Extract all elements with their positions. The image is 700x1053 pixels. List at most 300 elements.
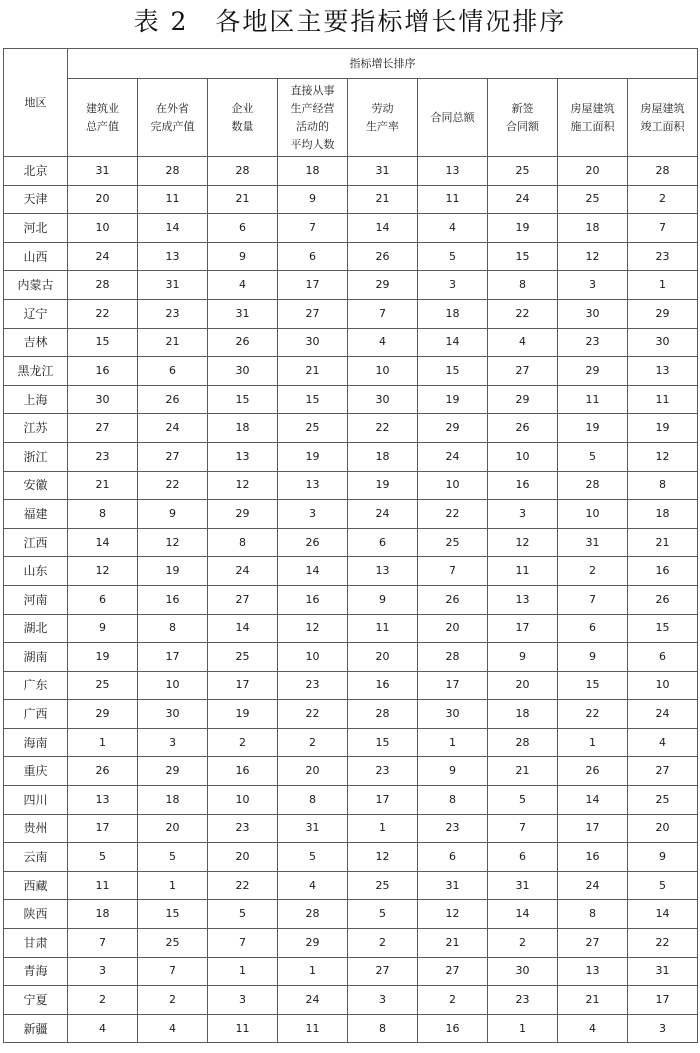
rank-cell: 3 <box>348 986 418 1015</box>
ranking-table <box>3 48 698 1043</box>
region-cell: 新疆 <box>4 1014 68 1043</box>
rank-cell: 25 <box>628 786 698 815</box>
rank-cell: 2 <box>558 557 628 586</box>
rank-cell: 19 <box>488 214 558 243</box>
rank-cell: 13 <box>488 585 558 614</box>
rank-cell: 25 <box>208 643 278 672</box>
table-row <box>4 671 698 700</box>
rank-cell: 20 <box>488 671 558 700</box>
table-row <box>4 614 698 643</box>
rank-cell: 11 <box>278 1014 348 1043</box>
rank-cell: 23 <box>488 986 558 1015</box>
rank-cell: 5 <box>488 786 558 815</box>
rank-cell: 31 <box>488 871 558 900</box>
rank-cell: 16 <box>558 843 628 872</box>
region-cell: 四川 <box>4 786 68 815</box>
rank-cell: 6 <box>138 357 208 386</box>
rank-cell: 25 <box>558 185 628 214</box>
rank-cell: 21 <box>138 328 208 357</box>
rank-cell: 21 <box>488 757 558 786</box>
rank-cell: 17 <box>68 814 138 843</box>
rank-cell: 10 <box>138 671 208 700</box>
rank-cell: 13 <box>68 786 138 815</box>
rank-cell: 31 <box>418 871 488 900</box>
rank-cell: 4 <box>278 871 348 900</box>
rank-cell: 19 <box>418 385 488 414</box>
rank-cell: 21 <box>418 929 488 958</box>
rank-cell: 5 <box>418 242 488 271</box>
rank-cell: 14 <box>68 528 138 557</box>
rank-cell: 7 <box>278 214 348 243</box>
rank-cell: 16 <box>628 557 698 586</box>
rank-cell: 3 <box>278 500 348 529</box>
rank-cell: 11 <box>488 557 558 586</box>
rank-cell: 27 <box>488 357 558 386</box>
rank-cell: 4 <box>418 214 488 243</box>
region-cell: 广西 <box>4 700 68 729</box>
rank-cell: 9 <box>558 643 628 672</box>
rank-cell: 24 <box>488 185 558 214</box>
rank-cell: 26 <box>348 242 418 271</box>
rank-cell: 23 <box>68 442 138 471</box>
rank-cell: 22 <box>488 299 558 328</box>
table-row <box>4 242 698 271</box>
rank-cell: 4 <box>488 328 558 357</box>
rank-cell: 24 <box>68 242 138 271</box>
table-body <box>4 157 698 1043</box>
rank-cell: 16 <box>68 357 138 386</box>
rank-cell: 14 <box>348 214 418 243</box>
rank-cell: 31 <box>278 814 348 843</box>
column-header-line: 平均人数 <box>290 137 335 151</box>
rank-cell: 6 <box>348 528 418 557</box>
rank-cell: 5 <box>68 843 138 872</box>
rank-cell: 7 <box>208 929 278 958</box>
table-row <box>4 957 698 986</box>
indicator-group-header: 指标增长排序 <box>68 49 698 79</box>
rank-cell: 20 <box>628 814 698 843</box>
rank-cell: 6 <box>278 242 348 271</box>
rank-cell: 15 <box>488 242 558 271</box>
rank-cell: 27 <box>628 757 698 786</box>
rank-cell: 18 <box>418 299 488 328</box>
rank-cell: 11 <box>558 385 628 414</box>
rank-cell: 16 <box>418 1014 488 1043</box>
column-header-line: 在外省 <box>156 101 189 115</box>
rank-cell: 19 <box>278 442 348 471</box>
column-header <box>208 79 278 157</box>
rank-cell: 15 <box>278 385 348 414</box>
rank-cell: 13 <box>348 557 418 586</box>
rank-cell: 9 <box>138 500 208 529</box>
rank-cell: 23 <box>418 814 488 843</box>
region-cell: 广东 <box>4 671 68 700</box>
rank-cell: 7 <box>138 957 208 986</box>
column-header-line: 生产率 <box>366 119 399 133</box>
table-row <box>4 757 698 786</box>
region-cell: 湖北 <box>4 614 68 643</box>
rank-cell: 28 <box>208 157 278 186</box>
column-header <box>418 79 488 157</box>
rank-cell: 25 <box>68 671 138 700</box>
rank-cell: 11 <box>68 871 138 900</box>
rank-cell: 17 <box>418 671 488 700</box>
rank-cell: 5 <box>558 442 628 471</box>
column-header-line: 完成产值 <box>150 119 195 133</box>
rank-cell: 30 <box>558 299 628 328</box>
rank-cell: 17 <box>278 271 348 300</box>
region-cell: 上海 <box>4 385 68 414</box>
column-header-line: 劳动 <box>371 101 394 115</box>
rank-cell: 26 <box>138 385 208 414</box>
column-header-line: 直接从事 <box>290 83 335 97</box>
rank-cell: 3 <box>628 1014 698 1043</box>
rank-cell: 24 <box>418 442 488 471</box>
rank-cell: 27 <box>138 442 208 471</box>
table-row <box>4 528 698 557</box>
rank-cell: 24 <box>138 414 208 443</box>
rank-cell: 22 <box>558 700 628 729</box>
rank-cell: 12 <box>208 471 278 500</box>
rank-cell: 19 <box>208 700 278 729</box>
rank-cell: 23 <box>278 671 348 700</box>
rank-cell: 1 <box>208 957 278 986</box>
region-cell: 山东 <box>4 557 68 586</box>
rank-cell: 11 <box>628 385 698 414</box>
rank-cell: 26 <box>418 585 488 614</box>
region-cell: 陕西 <box>4 900 68 929</box>
rank-cell: 12 <box>488 528 558 557</box>
rank-cell: 16 <box>348 671 418 700</box>
rank-cell: 16 <box>278 585 348 614</box>
rank-cell: 16 <box>208 757 278 786</box>
rank-cell: 12 <box>628 442 698 471</box>
rank-cell: 26 <box>68 757 138 786</box>
column-header-row <box>4 79 698 157</box>
rank-cell: 27 <box>418 957 488 986</box>
rank-cell: 8 <box>68 500 138 529</box>
rank-cell: 5 <box>278 843 348 872</box>
rank-cell: 7 <box>488 814 558 843</box>
rank-cell: 1 <box>418 728 488 757</box>
rank-cell: 5 <box>628 871 698 900</box>
region-cell: 北京 <box>4 157 68 186</box>
region-cell: 辽宁 <box>4 299 68 328</box>
rank-cell: 18 <box>138 786 208 815</box>
rank-cell: 19 <box>558 414 628 443</box>
rank-cell: 29 <box>418 414 488 443</box>
rank-cell: 30 <box>418 700 488 729</box>
rank-cell: 5 <box>348 900 418 929</box>
rank-cell: 14 <box>418 328 488 357</box>
rank-cell: 22 <box>348 414 418 443</box>
rank-cell: 29 <box>208 500 278 529</box>
rank-cell: 4 <box>68 1014 138 1043</box>
rank-cell: 8 <box>558 900 628 929</box>
rank-cell: 6 <box>208 214 278 243</box>
rank-cell: 17 <box>208 671 278 700</box>
rank-cell: 4 <box>138 1014 208 1043</box>
region-cell: 贵州 <box>4 814 68 843</box>
rank-cell: 2 <box>138 986 208 1015</box>
region-cell: 吉林 <box>4 328 68 357</box>
rank-cell: 9 <box>348 585 418 614</box>
rank-cell: 10 <box>558 500 628 529</box>
rank-cell: 31 <box>558 528 628 557</box>
rank-cell: 14 <box>628 900 698 929</box>
table-row <box>4 471 698 500</box>
table-row <box>4 871 698 900</box>
rank-cell: 21 <box>348 185 418 214</box>
table-row <box>4 442 698 471</box>
rank-cell: 20 <box>418 614 488 643</box>
table-row <box>4 700 698 729</box>
region-cell: 天津 <box>4 185 68 214</box>
rank-cell: 31 <box>138 271 208 300</box>
table-row <box>4 1014 698 1043</box>
rank-cell: 1 <box>558 728 628 757</box>
column-header-line: 施工面积 <box>570 119 615 133</box>
rank-cell: 13 <box>418 157 488 186</box>
rank-cell: 1 <box>138 871 208 900</box>
rank-cell: 22 <box>278 700 348 729</box>
rank-cell: 19 <box>68 643 138 672</box>
column-header-line: 数量 <box>231 119 254 133</box>
table-row <box>4 214 698 243</box>
region-cell: 内蒙古 <box>4 271 68 300</box>
rank-cell: 5 <box>208 900 278 929</box>
rank-cell: 28 <box>558 471 628 500</box>
rank-cell: 23 <box>208 814 278 843</box>
region-cell: 云南 <box>4 843 68 872</box>
rank-cell: 7 <box>628 214 698 243</box>
rank-cell: 12 <box>138 528 208 557</box>
rank-cell: 22 <box>138 471 208 500</box>
rank-cell: 7 <box>68 929 138 958</box>
rank-cell: 14 <box>488 900 558 929</box>
rank-cell: 26 <box>628 585 698 614</box>
rank-cell: 8 <box>488 271 558 300</box>
rank-cell: 24 <box>348 500 418 529</box>
rank-cell: 15 <box>208 385 278 414</box>
rank-cell: 20 <box>278 757 348 786</box>
rank-cell: 7 <box>418 557 488 586</box>
rank-cell: 20 <box>348 643 418 672</box>
region-cell: 西藏 <box>4 871 68 900</box>
rank-cell: 1 <box>488 1014 558 1043</box>
rank-cell: 8 <box>418 786 488 815</box>
rank-cell: 2 <box>208 728 278 757</box>
column-header <box>558 79 628 157</box>
rank-cell: 4 <box>558 1014 628 1043</box>
rank-cell: 15 <box>348 728 418 757</box>
rank-cell: 18 <box>208 414 278 443</box>
rank-cell: 29 <box>278 929 348 958</box>
rank-cell: 27 <box>348 957 418 986</box>
column-header-line: 企业 <box>231 101 254 115</box>
rank-cell: 17 <box>348 786 418 815</box>
rank-cell: 29 <box>348 271 418 300</box>
rank-cell: 2 <box>628 185 698 214</box>
rank-cell: 18 <box>278 157 348 186</box>
column-header-line: 合同额 <box>506 119 539 133</box>
column-header <box>488 79 558 157</box>
rank-cell: 3 <box>68 957 138 986</box>
region-cell: 湖南 <box>4 643 68 672</box>
rank-cell: 22 <box>628 929 698 958</box>
rank-cell: 4 <box>628 728 698 757</box>
rank-cell: 31 <box>348 157 418 186</box>
rank-cell: 6 <box>628 643 698 672</box>
rank-cell: 13 <box>278 471 348 500</box>
table-row <box>4 585 698 614</box>
rank-cell: 15 <box>68 328 138 357</box>
column-header <box>68 79 138 157</box>
rank-cell: 21 <box>278 357 348 386</box>
rank-cell: 7 <box>558 585 628 614</box>
rank-cell: 25 <box>278 414 348 443</box>
rank-cell: 3 <box>488 500 558 529</box>
rank-cell: 30 <box>348 385 418 414</box>
rank-cell: 15 <box>138 900 208 929</box>
region-cell: 安徽 <box>4 471 68 500</box>
rank-cell: 15 <box>628 614 698 643</box>
rank-cell: 6 <box>558 614 628 643</box>
rank-cell: 8 <box>278 786 348 815</box>
rank-cell: 24 <box>278 986 348 1015</box>
rank-cell: 20 <box>208 843 278 872</box>
rank-cell: 24 <box>208 557 278 586</box>
rank-cell: 2 <box>488 929 558 958</box>
rank-cell: 30 <box>68 385 138 414</box>
table-row <box>4 557 698 586</box>
rank-cell: 9 <box>418 757 488 786</box>
rank-cell: 18 <box>348 442 418 471</box>
column-header <box>628 79 698 157</box>
rank-cell: 12 <box>68 557 138 586</box>
rank-cell: 11 <box>418 185 488 214</box>
rank-cell: 26 <box>208 328 278 357</box>
rank-cell: 20 <box>138 814 208 843</box>
column-header-line: 总产值 <box>86 119 119 133</box>
rank-cell: 18 <box>558 214 628 243</box>
rank-cell: 6 <box>488 843 558 872</box>
rank-cell: 13 <box>628 357 698 386</box>
region-cell: 江西 <box>4 528 68 557</box>
rank-cell: 14 <box>138 214 208 243</box>
rank-cell: 30 <box>278 328 348 357</box>
rank-cell: 27 <box>68 414 138 443</box>
region-cell: 海南 <box>4 728 68 757</box>
column-header <box>348 79 418 157</box>
rank-cell: 3 <box>208 986 278 1015</box>
rank-cell: 11 <box>208 1014 278 1043</box>
rank-cell: 30 <box>208 357 278 386</box>
rank-cell: 1 <box>348 814 418 843</box>
rank-cell: 21 <box>208 185 278 214</box>
rank-cell: 29 <box>628 299 698 328</box>
rank-cell: 3 <box>138 728 208 757</box>
region-cell: 重庆 <box>4 757 68 786</box>
rank-cell: 24 <box>558 871 628 900</box>
rank-cell: 2 <box>68 986 138 1015</box>
rank-cell: 13 <box>138 242 208 271</box>
rank-cell: 10 <box>68 214 138 243</box>
rank-cell: 23 <box>348 757 418 786</box>
table-row <box>4 929 698 958</box>
rank-cell: 13 <box>558 957 628 986</box>
region-header: 地区 <box>4 49 68 157</box>
rank-cell: 25 <box>138 929 208 958</box>
rank-cell: 22 <box>418 500 488 529</box>
rank-cell: 12 <box>278 614 348 643</box>
rank-cell: 9 <box>208 242 278 271</box>
column-header-line: 合同总额 <box>430 110 475 124</box>
rank-cell: 14 <box>278 557 348 586</box>
column-header <box>278 79 348 157</box>
rank-cell: 1 <box>278 957 348 986</box>
table-row <box>4 414 698 443</box>
rank-cell: 10 <box>208 786 278 815</box>
rank-cell: 11 <box>348 614 418 643</box>
table-row <box>4 786 698 815</box>
column-header-line: 生产经营 <box>290 101 335 115</box>
rank-cell: 30 <box>628 328 698 357</box>
rank-cell: 17 <box>558 814 628 843</box>
rank-cell: 8 <box>348 1014 418 1043</box>
rank-cell: 28 <box>68 271 138 300</box>
rank-cell: 27 <box>208 585 278 614</box>
rank-cell: 15 <box>558 671 628 700</box>
rank-cell: 3 <box>418 271 488 300</box>
rank-cell: 9 <box>278 185 348 214</box>
table-header <box>4 49 698 157</box>
rank-cell: 12 <box>348 843 418 872</box>
rank-cell: 18 <box>68 900 138 929</box>
column-header-line: 房屋建筑 <box>570 101 615 115</box>
rank-cell: 21 <box>68 471 138 500</box>
rank-cell: 10 <box>628 671 698 700</box>
region-cell: 福建 <box>4 500 68 529</box>
rank-cell: 13 <box>208 442 278 471</box>
rank-cell: 4 <box>208 271 278 300</box>
rank-cell: 30 <box>138 700 208 729</box>
region-cell: 江苏 <box>4 414 68 443</box>
rank-cell: 18 <box>628 500 698 529</box>
rank-cell: 31 <box>68 157 138 186</box>
rank-cell: 19 <box>348 471 418 500</box>
rank-cell: 17 <box>488 614 558 643</box>
table-row <box>4 500 698 529</box>
rank-cell: 23 <box>558 328 628 357</box>
rank-cell: 3 <box>558 271 628 300</box>
table-row <box>4 357 698 386</box>
rank-cell: 31 <box>208 299 278 328</box>
rank-cell: 22 <box>68 299 138 328</box>
table-row <box>4 986 698 1015</box>
rank-cell: 19 <box>138 557 208 586</box>
rank-cell: 23 <box>138 299 208 328</box>
column-header-line: 房屋建筑 <box>640 101 685 115</box>
rank-cell: 9 <box>68 614 138 643</box>
rank-cell: 11 <box>138 185 208 214</box>
region-cell: 甘肃 <box>4 929 68 958</box>
region-cell: 浙江 <box>4 442 68 471</box>
rank-cell: 30 <box>488 957 558 986</box>
rank-cell: 27 <box>278 299 348 328</box>
column-header-line: 建筑业 <box>86 101 119 115</box>
rank-cell: 15 <box>418 357 488 386</box>
